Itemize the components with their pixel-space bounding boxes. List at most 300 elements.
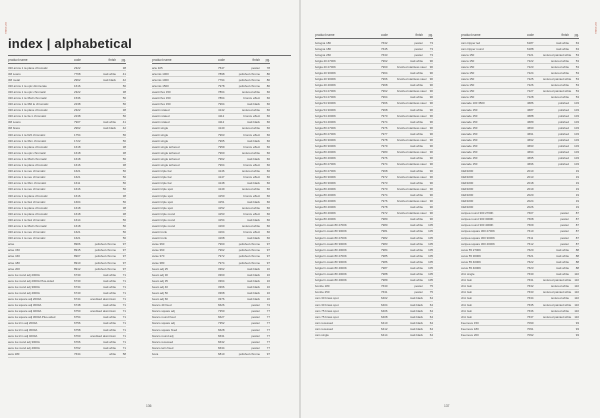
finish-cell: matt white	[409, 144, 423, 149]
finish-cell: pewter	[560, 211, 569, 216]
finish-cell: pewter	[414, 40, 423, 45]
code-cell: 6758	[74, 327, 81, 332]
code-cell: 7976	[381, 198, 388, 203]
product-name-cell: bolgia 80 2700K	[315, 168, 336, 173]
product-name-cell: 3M brass	[8, 126, 20, 131]
finish-cell: polished	[558, 156, 569, 161]
finish-cell: bronze effect	[243, 144, 260, 149]
page-ref-cell: 73	[429, 40, 433, 45]
code-cell: 7977	[381, 131, 388, 136]
page-ref-cell: 97	[266, 242, 270, 247]
product-name-cell: beam adj 50	[152, 291, 168, 296]
code-cell: 7964	[381, 95, 388, 100]
code-cell: 7978	[381, 205, 388, 210]
page-ref-cell: 88	[575, 259, 579, 264]
finish-cell: brushed stainless steel	[397, 89, 427, 94]
code-cell: 4146	[218, 169, 225, 174]
product-name-cell: avise 360	[152, 242, 165, 247]
finish-cell: pewter	[251, 65, 260, 70]
code-cell: 7630	[381, 284, 388, 289]
code-cell: 7226	[527, 83, 534, 88]
code-cell: 2962	[74, 126, 81, 131]
page-ref-cell: 71	[122, 333, 126, 338]
product-name-cell: aura 1a round adj 3000A	[8, 284, 40, 289]
code-cell: 4691	[527, 131, 534, 136]
product-name-cell: 320 arrow 1 ta plane chromatic	[8, 65, 48, 70]
page-ref-cell: 66	[266, 205, 270, 210]
product-name-cell: avanti triple spot	[152, 205, 174, 210]
code-cell: 6627	[218, 315, 225, 320]
product-name-cell: cam 75 brass spot	[315, 308, 339, 313]
finish-cell: matt white	[409, 205, 423, 210]
page-ref-cell: 71	[122, 321, 126, 326]
page-ref-cell: 97	[266, 248, 270, 253]
page-ref-cell: 110	[574, 302, 579, 307]
page-ref-cell: 90	[429, 174, 433, 179]
finish-cell: polished chrome	[238, 351, 260, 356]
product-name-cell: bolgia hi-mask 80 4000K	[315, 272, 347, 277]
page-ref-cell: 64	[429, 302, 433, 307]
code-cell: 7974	[218, 260, 225, 265]
code-cell: 7985	[381, 253, 388, 258]
product-name-cell: avanti triple bar	[152, 175, 172, 180]
product-name-cell: bolgia 80 4000K	[315, 205, 336, 210]
product-name-cell: casca 150	[461, 89, 475, 94]
product-name-cell: bolgia 40 4000K	[315, 83, 336, 88]
code-cell: 2322	[74, 65, 81, 70]
page-ref-cell: 56	[122, 96, 126, 101]
code-cell: 2024	[527, 198, 534, 203]
product-name-cell: bianco square adj	[152, 321, 175, 326]
code-cell: 7611	[527, 235, 534, 240]
product-name-cell: avanti triple bar	[152, 169, 172, 174]
product-name-cell: bolgia 40 2700K	[315, 58, 336, 63]
product-name-cell: avanti rotated	[152, 120, 170, 125]
table-row	[152, 351, 270, 357]
product-name-cell: bolgia 54 4000K	[315, 119, 336, 124]
code-cell: 7631	[381, 290, 388, 295]
product-name-cell: bolgia 40 3000K	[315, 71, 336, 76]
product-name-cell: bolgia 54 3000K	[315, 107, 336, 112]
page-ref-cell: 73	[429, 52, 433, 57]
finish-cell: brushed stainless steel	[397, 101, 427, 106]
page-ref-cell: 103	[574, 144, 579, 149]
page-ref-cell: 90	[429, 125, 433, 130]
header-pg: pg.	[121, 58, 126, 62]
code-cell: 7352	[218, 321, 225, 326]
code-cell: 7633	[527, 290, 534, 295]
code-cell: 7978	[218, 83, 225, 88]
product-name-cell: bolgia 80 2700K	[315, 131, 336, 136]
table-row	[461, 333, 579, 339]
product-name-cell: bolgia 54 3000K	[315, 101, 336, 106]
product-name-cell: ceripea square 300 3000K	[461, 235, 495, 240]
product-name-cell: bolgia 80 4000K	[315, 198, 336, 203]
product-name-cell: bolgia 80 4000K	[315, 156, 336, 161]
code-cell: 7979	[381, 144, 388, 149]
finish-cell: pewter	[560, 217, 569, 222]
product-name-cell: 320 arrow 1 ta plane chromatic	[8, 211, 48, 216]
finish-cell: matt white	[102, 272, 116, 277]
product-name-cell: cetus 55 4000K	[461, 259, 482, 264]
code-cell: 3360	[218, 272, 225, 277]
finish-cell: polished	[558, 107, 569, 112]
code-cell: 1618	[74, 156, 81, 161]
side-tab: AZ index	[594, 22, 598, 34]
finish-cell: white	[109, 351, 116, 356]
code-cell: 4140	[218, 126, 225, 131]
code-cell: 4112	[218, 114, 225, 119]
page-ref-cell: 87	[575, 223, 579, 228]
page-ref-cell: 66	[266, 120, 270, 125]
product-name-cell: bolgia hi-mask 80 3000K	[315, 229, 347, 234]
header-pg: pg.	[428, 33, 433, 37]
page-ref-cell: 41	[122, 120, 126, 125]
product-name-cell: chic single	[461, 272, 475, 277]
finish-cell: matt white	[409, 156, 423, 161]
page-ref-cell: 66	[266, 211, 270, 216]
finish-cell: brushed stainless steel	[397, 150, 427, 155]
finish-cell: textured white	[242, 187, 260, 192]
finish-cell: brushed stainless steel	[397, 174, 427, 179]
code-cell: 6748	[74, 303, 81, 308]
product-name-cell: cam recessed	[315, 326, 333, 331]
code-cell: 1616	[74, 187, 81, 192]
page-ref-cell: 90	[429, 180, 433, 185]
page-ref-cell: 53	[575, 83, 579, 88]
page-ref-cell: 73	[429, 46, 433, 51]
product-name-cell: casca 150	[461, 64, 475, 69]
product-name-cell: avanti single	[152, 126, 169, 131]
code-cell: 1621	[74, 230, 81, 235]
code-cell: 8906	[74, 242, 81, 247]
finish-cell: matt black	[409, 296, 423, 301]
code-cell: 7988	[381, 272, 388, 277]
page-ref-cell: 77	[266, 339, 270, 344]
product-name-cell: CEF3200	[461, 186, 474, 191]
page-ref-cell: 19	[575, 186, 579, 191]
page-ref-cell: 56	[122, 217, 126, 222]
product-name-cell: chic twin	[461, 290, 473, 295]
page-ref-cell: 90	[429, 150, 433, 155]
code-cell: 1616	[74, 83, 81, 88]
product-name-cell: 320 arrow 1 ta opic chromatic	[8, 89, 46, 94]
product-name-cell: 320 arrow 1 ta 36s0 chromatic	[8, 156, 47, 161]
page-ref-cell: 16	[266, 291, 270, 296]
page-ref-cell: 53	[575, 71, 579, 76]
code-cell: 7980	[381, 150, 388, 155]
product-name-cell: cascade 150	[461, 125, 478, 130]
finish-cell: anodised aluminium	[90, 297, 116, 302]
page-ref-cell: 103	[574, 162, 579, 167]
product-name-cell: cascade 150	[461, 156, 478, 161]
product-name-cell: cam single	[315, 333, 329, 338]
finish-cell: brushed stainless steel	[397, 186, 427, 191]
code-cell: 4690	[527, 125, 534, 130]
code-cell: 7623	[527, 266, 534, 271]
product-name-cell: chic twin	[461, 308, 473, 313]
page-ref-cell: 87	[575, 229, 579, 234]
code-cell: 1621	[74, 169, 81, 174]
code-cell: 7983	[381, 241, 388, 246]
page-ref-cell: 56	[122, 132, 126, 137]
code-cell: 7976	[381, 125, 388, 130]
finish-cell: matt black	[246, 284, 260, 289]
page-ref-cell: 93	[575, 326, 579, 331]
code-cell: 7636	[527, 308, 534, 313]
finish-cell: matt white	[409, 119, 423, 124]
finish-cell: pewter	[414, 290, 423, 295]
page-ref-cell: 38	[122, 150, 126, 155]
page-ref-cell: 19	[575, 205, 579, 210]
page-ref-cell: 105	[428, 241, 433, 246]
page-ref-cell: 56	[122, 199, 126, 204]
code-cell: 7978	[381, 138, 388, 143]
product-name-cell: bolgia hi-mask 80 3000K	[315, 241, 347, 246]
product-name-cell: aura 1a round adj 2000A	[8, 272, 40, 277]
finish-cell: polished chrome	[238, 260, 260, 265]
finish-cell: textured painted white	[543, 77, 572, 82]
finish-cell: polished chrome	[94, 260, 116, 265]
product-name-cell: beam adj 25	[152, 266, 168, 271]
page-ref-cell: 90	[429, 95, 433, 100]
page-ref-cell: 71	[122, 284, 126, 289]
code-cell: 7608	[527, 217, 534, 222]
code-cell: 3376	[218, 297, 225, 302]
finish-cell: textured white	[551, 64, 569, 69]
finish-cell: polished chrome	[238, 77, 260, 82]
page-ref-cell: 56	[122, 114, 126, 119]
finish-cell: pewter	[251, 315, 260, 320]
product-name-cell: avise 360	[152, 248, 165, 253]
finish-cell: matt white	[555, 253, 569, 258]
product-name-cell: avanti single tethered	[152, 163, 180, 168]
code-cell: 2238	[74, 114, 81, 119]
page-ref-cell: 90	[429, 144, 433, 149]
page-ref-cell: 58	[122, 351, 126, 356]
product-name-cell: casca 150	[461, 95, 475, 100]
code-cell: 1722	[74, 138, 81, 143]
finish-cell: pewter	[414, 46, 423, 51]
column-header	[315, 33, 433, 37]
page-ref-cell: 66	[266, 193, 270, 198]
finish-cell: textured painted white	[543, 278, 572, 283]
product-name-cell: cascade 150	[461, 119, 478, 124]
product-name-cell: aura 1a trim adj 3000A	[8, 327, 38, 332]
product-name-cell: bolgia 80 4000K	[315, 192, 336, 197]
finish-cell: matt white	[409, 247, 423, 252]
header-rule	[461, 38, 579, 39]
code-cell: 4112	[218, 120, 225, 125]
page-ref-cell: 103	[574, 119, 579, 124]
product-name-cell: casca 150	[461, 83, 475, 88]
finish-cell: matt white	[409, 278, 423, 283]
finish-cell: anodised aluminium	[90, 309, 116, 314]
product-name-cell: bolgia 54 2700K	[315, 89, 336, 94]
product-name-cell: bologna 180	[315, 40, 331, 45]
finish-cell: brushed stainless steel	[397, 138, 427, 143]
finish-cell: bronze effect	[243, 193, 260, 198]
page-ref-cell: 103	[574, 125, 579, 130]
code-cell: 7632	[381, 40, 388, 45]
finish-cell: matt black	[409, 308, 423, 313]
page-ref-cell: 53	[575, 77, 579, 82]
code-cell: 4689	[527, 119, 534, 124]
page-ref-cell: 56	[122, 175, 126, 180]
product-name-cell: CEF3200	[461, 192, 474, 197]
column-header	[461, 33, 579, 37]
product-name-cell: avanti triple spot	[152, 199, 174, 204]
page-ref-cell: 66	[266, 156, 270, 161]
finish-cell: polished chrome	[238, 71, 260, 76]
page-ref-cell: 71	[122, 309, 126, 314]
product-name-cell: casca 150	[461, 71, 475, 76]
page-ref-cell: 71	[122, 345, 126, 350]
page-ref-cell: 97	[122, 260, 126, 265]
page-ref-cell: 56	[122, 102, 126, 107]
product-name-cell: artemis 1500	[152, 83, 169, 88]
page-ref-cell: 97	[122, 266, 126, 271]
code-cell: 7622	[527, 259, 534, 264]
product-name-cell: bolgia 80 3000K	[315, 144, 336, 149]
page-ref-cell: 16	[266, 297, 270, 302]
code-cell: 2322	[74, 89, 81, 94]
code-cell: 7974	[381, 162, 388, 167]
product-name-cell: 320 arrow 1 ta plane chromatic	[8, 205, 48, 210]
finish-cell: brushed stainless steel	[397, 113, 427, 118]
finish-cell: textured white	[551, 58, 569, 63]
page-ref-cell: 53	[575, 95, 579, 100]
code-cell: 6410	[381, 320, 388, 325]
product-name-cell: aura 180	[8, 351, 20, 356]
code-cell: 4688	[527, 113, 534, 118]
page-ref-cell: 71	[122, 315, 126, 320]
finish-cell: matt black	[102, 126, 116, 131]
code-cell: 7091	[527, 326, 534, 331]
page-ref-cell: 56	[122, 181, 126, 186]
product-name-cell: Feemove 180	[461, 326, 479, 331]
code-cell: 7970	[381, 113, 388, 118]
product-name-cell: aura 1a round adj 3000A	[8, 339, 40, 344]
page-ref-cell: 16	[266, 284, 270, 289]
page-ref-cell: 38	[122, 193, 126, 198]
finish-cell: bronze effect	[243, 211, 260, 216]
finish-cell: textured white	[242, 150, 260, 155]
code-cell: 6406	[381, 308, 388, 313]
code-cell: 7987	[381, 266, 388, 271]
code-cell: 7635	[527, 302, 534, 307]
finish-cell: matt black	[246, 156, 260, 161]
product-name-cell: CEF3200	[461, 198, 474, 203]
page-ref-cell: 90	[429, 198, 433, 203]
product-name-cell: 320 arrow 1 ta 3a 1 chromatic	[8, 114, 47, 119]
page-ref-cell: 87	[575, 217, 579, 222]
product-name-cell: beam adj 30	[152, 272, 168, 277]
page-ref-cell: 53	[575, 89, 579, 94]
header-rule	[152, 63, 270, 64]
page-ref-cell: 90	[429, 89, 433, 94]
product-name-cell: bolgia 54 4000K	[315, 113, 336, 118]
product-name-cell: 3M metal	[8, 77, 20, 82]
code-cell: 1536	[74, 96, 81, 101]
page-ref-cell: 88	[575, 253, 579, 258]
product-name-cell: bolgia 80 4000K	[315, 186, 336, 191]
finish-cell: matt white	[555, 46, 569, 51]
table-row	[8, 351, 126, 357]
finish-cell: polished	[558, 113, 569, 118]
page-ref-cell: 42	[122, 77, 126, 82]
page-ref-cell: 90	[429, 71, 433, 76]
header-finish: finish	[415, 33, 423, 37]
product-name-cell: cascade 150	[461, 144, 478, 149]
product-name-cell: bologna 180	[315, 46, 331, 51]
code-cell: 7962	[218, 156, 225, 161]
page-ref-cell: 77	[266, 345, 270, 350]
product-name-cell: bianco round fixed	[152, 315, 176, 320]
code-cell: 7964	[218, 163, 225, 168]
page-ref-cell: 63	[575, 40, 579, 45]
finish-cell: textured white	[551, 71, 569, 76]
finish-cell: matt white	[102, 291, 116, 296]
page-ref-cell: 77	[266, 309, 270, 314]
code-cell: 7223	[527, 64, 534, 69]
finish-cell: brushed stainless steel	[397, 77, 427, 82]
page-ref-cell: 66	[266, 150, 270, 155]
finish-cell: matt white	[409, 180, 423, 185]
page-ref-cell: 16	[266, 278, 270, 283]
product-name-cell: boca	[152, 351, 159, 356]
product-name-cell: 320 arrow 1 ta plane chromatic	[8, 108, 48, 113]
header-code: code	[527, 33, 534, 37]
finish-cell: matt white	[102, 71, 116, 76]
code-cell: 7964	[381, 71, 388, 76]
finish-cell: matt white	[555, 266, 569, 271]
finish-cell: textured white	[551, 284, 569, 289]
product-name-cell: bianco square fixed	[152, 327, 178, 332]
header-code: code	[381, 33, 388, 37]
code-cell: 6188	[527, 46, 534, 51]
product-name-cell: bolgia 80 3000K	[315, 174, 336, 179]
code-cell: 7631	[527, 278, 534, 283]
product-name-cell: cascade 150	[461, 113, 478, 118]
header-finish: finish	[561, 33, 569, 37]
product-name-cell: beam adj 35	[152, 278, 168, 283]
product-name-cell: cascade 150	[461, 162, 478, 167]
product-name-cell: bombe 180	[315, 284, 330, 289]
code-cell: 1621	[74, 236, 81, 241]
page-ref-cell: 110	[574, 308, 579, 313]
page-ref-cell: 66	[266, 89, 270, 94]
code-cell: 7965	[218, 138, 225, 143]
page-ref-cell: 90	[429, 83, 433, 88]
product-name-cell: casca 150	[461, 58, 475, 63]
code-cell: 3362	[218, 266, 225, 271]
page-ref-cell: 103	[574, 138, 579, 143]
product-name-cell: aura 1a trim adj 2000A	[8, 321, 38, 326]
product-name-cell: avanti triple round	[152, 223, 175, 228]
page-ref-cell: 71	[122, 303, 126, 308]
code-cell: 4695	[527, 156, 534, 161]
page-ref-cell: 56	[122, 236, 126, 241]
code-cell: 1618	[74, 150, 81, 155]
product-name-cell: cam 75 brass spot	[315, 314, 339, 319]
code-cell: 7960	[381, 64, 388, 69]
page-ref-cell: 71	[122, 327, 126, 332]
page-ref-cell: 93	[575, 333, 579, 338]
finish-cell: matt white	[102, 278, 116, 283]
page-ref-cell: 105	[428, 253, 433, 258]
page-ref-cell: 103	[574, 156, 579, 161]
